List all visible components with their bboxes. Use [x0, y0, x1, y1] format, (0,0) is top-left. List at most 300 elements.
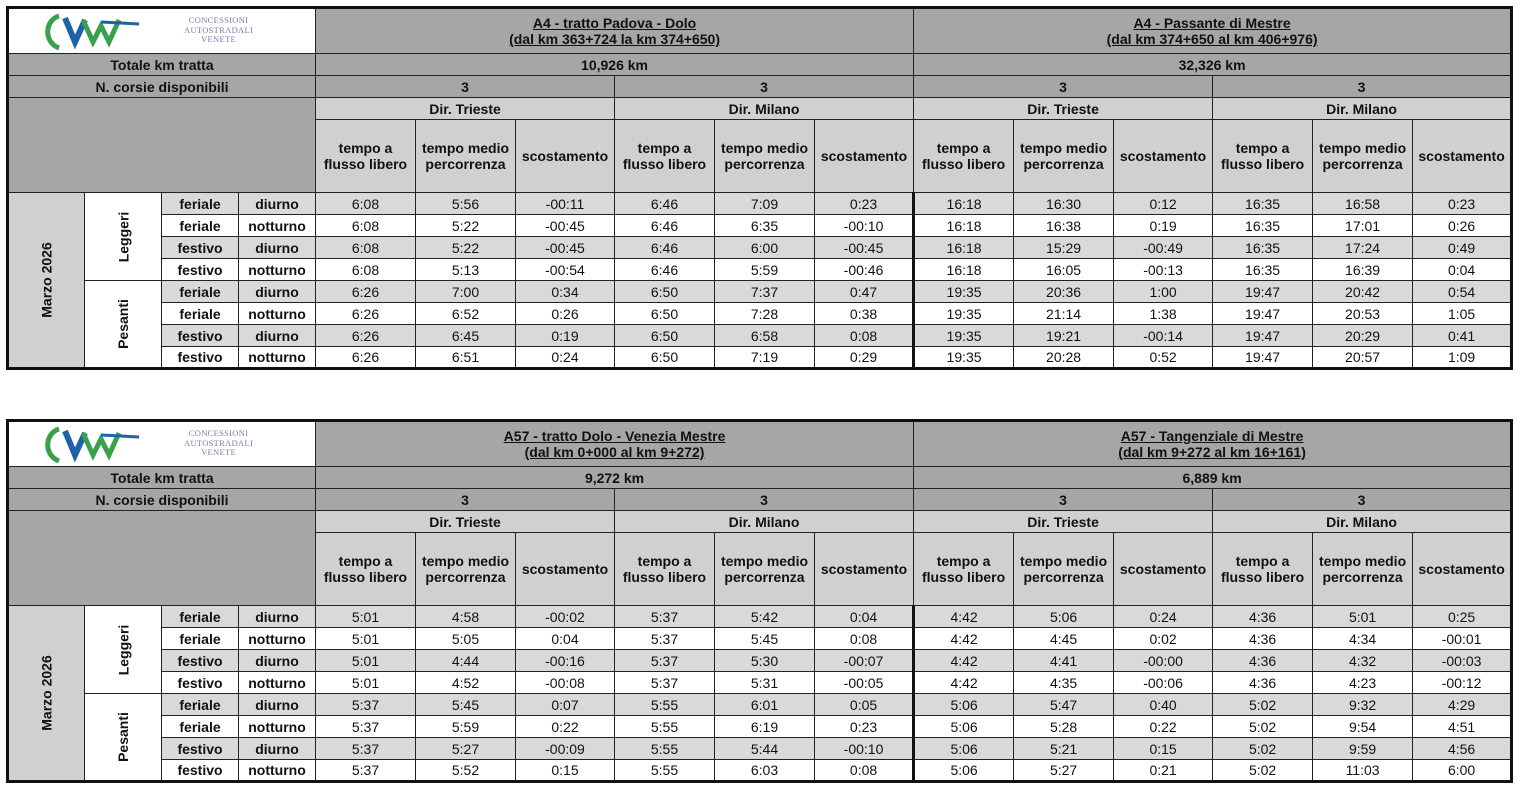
table-row — [8, 281, 1512, 303]
cell-average-time: 11:03 — [1313, 760, 1413, 782]
cell-free-flow-time: 6:50 — [615, 281, 715, 303]
cell-free-flow-time: 5:02 — [1213, 738, 1313, 760]
time-band: notturno — [239, 259, 316, 281]
cell-deviation: -00:13 — [1114, 259, 1213, 281]
cell-deviation: 0:52 — [1114, 347, 1213, 369]
cell-free-flow-time: 4:36 — [1213, 650, 1313, 672]
table-row — [8, 259, 1512, 281]
time-band: diurno — [239, 281, 316, 303]
cell-deviation: -00:03 — [1413, 650, 1512, 672]
cell-free-flow-time: 6:08 — [316, 237, 416, 259]
cell-deviation: 0:07 — [516, 694, 615, 716]
day-type: feriale — [162, 215, 239, 237]
cell-deviation: 0:24 — [516, 347, 615, 369]
col-header-line: tempo medio — [1319, 140, 1407, 156]
cell-deviation: 1:38 — [1114, 303, 1213, 325]
col-header-free-flow — [316, 533, 416, 606]
col-header-free-flow — [1213, 120, 1313, 193]
col-header-average-time — [1313, 120, 1413, 193]
col-header-line: tempo medio — [1319, 553, 1407, 569]
day-type: festivo — [162, 738, 239, 760]
cell-free-flow-time: 6:50 — [615, 325, 715, 347]
cell-free-flow-time: 5:01 — [316, 650, 416, 672]
cell-free-flow-time: 16:18 — [914, 193, 1014, 215]
day-type: festivo — [162, 237, 239, 259]
cell-free-flow-time: 4:42 — [914, 606, 1014, 628]
cell-free-flow-time: 16:18 — [914, 215, 1014, 237]
cell-average-time: 5:21 — [1014, 738, 1114, 760]
cell-average-time: 5:27 — [416, 738, 516, 760]
lanes-value: 3 — [914, 76, 1213, 98]
cell-free-flow-time: 19:35 — [914, 347, 1014, 369]
cell-free-flow-time: 6:26 — [316, 347, 416, 369]
cell-free-flow-time: 5:06 — [914, 694, 1014, 716]
day-type: feriale — [162, 281, 239, 303]
cell-free-flow-time: 5:02 — [1213, 716, 1313, 738]
col-header-deviation: scostamento — [1114, 533, 1213, 606]
section-title — [914, 421, 1512, 467]
cell-deviation: 0:49 — [1413, 237, 1512, 259]
direction-label: Dir. Trieste — [316, 511, 615, 533]
cell-free-flow-time: 5:55 — [615, 716, 715, 738]
col-header-line: percorrenza — [1023, 569, 1104, 585]
cell-free-flow-time: 4:42 — [914, 650, 1014, 672]
cell-average-time: 5:45 — [715, 628, 815, 650]
col-header-deviation: scostamento — [815, 120, 914, 193]
col-header-line: tempo medio — [421, 140, 510, 156]
cell-free-flow-time: 16:35 — [1213, 215, 1313, 237]
period-label — [8, 606, 85, 782]
col-header-line: percorrenza — [1322, 569, 1403, 585]
direction-label: Dir. Trieste — [914, 511, 1213, 533]
cell-average-time: 19:21 — [1014, 325, 1114, 347]
time-band: diurno — [239, 325, 316, 347]
cell-average-time: 6:01 — [715, 694, 815, 716]
lanes-label: N. corsie disponibili — [8, 76, 316, 98]
lanes-value: 3 — [1213, 76, 1512, 98]
cell-deviation: -00:16 — [516, 650, 615, 672]
col-header-line: tempo medio — [720, 553, 809, 569]
col-header-average-time — [1313, 533, 1413, 606]
cell-deviation: 0:08 — [815, 325, 914, 347]
cell-deviation: -00:12 — [1413, 672, 1512, 694]
col-header-line: flusso libero — [921, 156, 1006, 172]
cell-free-flow-time: 6:08 — [316, 259, 416, 281]
cell-average-time: 6:58 — [715, 325, 815, 347]
col-header-average-time — [416, 533, 516, 606]
cell-free-flow-time: 16:35 — [1213, 259, 1313, 281]
cell-free-flow-time: 6:08 — [316, 193, 416, 215]
cell-average-time: 4:32 — [1313, 650, 1413, 672]
col-header-free-flow — [914, 120, 1014, 193]
day-type: feriale — [162, 716, 239, 738]
cell-deviation: -00:54 — [516, 259, 615, 281]
section-title-line2: (dal km 374+650 al km 406+976) — [1106, 31, 1318, 47]
col-header-line: tempo a — [936, 140, 991, 156]
section-title-line1: A4 - Passante di Mestre — [1133, 15, 1291, 31]
cell-average-time: 6:51 — [416, 347, 516, 369]
cell-free-flow-time: 19:35 — [914, 281, 1014, 303]
total-km-value: 32,326 km — [914, 54, 1512, 76]
time-band: notturno — [239, 303, 316, 325]
cell-deviation: 4:56 — [1413, 738, 1512, 760]
cell-average-time: 15:29 — [1014, 237, 1114, 259]
day-type: festivo — [162, 325, 239, 347]
cell-free-flow-time: 5:37 — [615, 628, 715, 650]
col-header-average-time — [416, 120, 516, 193]
cell-deviation: -00:10 — [815, 738, 914, 760]
cell-free-flow-time: 16:18 — [914, 259, 1014, 281]
time-band: diurno — [239, 193, 316, 215]
cell-free-flow-time: 6:46 — [615, 237, 715, 259]
total-km-value: 10,926 km — [316, 54, 914, 76]
table-row — [8, 237, 1512, 259]
period-text: Marzo 2026 — [38, 655, 55, 731]
cell-deviation: 4:51 — [1413, 716, 1512, 738]
cell-deviation: -00:14 — [1114, 325, 1213, 347]
col-header-line: tempo medio — [1020, 140, 1108, 156]
time-band: notturno — [239, 215, 316, 237]
table-row — [8, 650, 1512, 672]
col-header-line: tempo a — [1235, 140, 1290, 156]
cell-free-flow-time: 5:01 — [316, 672, 416, 694]
time-band: diurno — [239, 738, 316, 760]
col-header-free-flow — [1213, 533, 1313, 606]
cell-average-time: 4:35 — [1014, 672, 1114, 694]
cell-average-time: 4:23 — [1313, 672, 1413, 694]
cell-free-flow-time: 6:46 — [615, 259, 715, 281]
table-row — [8, 760, 1512, 782]
day-type: festivo — [162, 347, 239, 369]
cell-average-time: 5:59 — [715, 259, 815, 281]
cell-free-flow-time: 5:01 — [316, 628, 416, 650]
vehicle-type-heavy — [85, 281, 162, 369]
time-band: notturno — [239, 672, 316, 694]
lanes-value: 3 — [316, 489, 615, 511]
cell-free-flow-time: 5:37 — [615, 650, 715, 672]
col-header-line: tempo medio — [1020, 553, 1108, 569]
cell-free-flow-time: 4:36 — [1213, 606, 1313, 628]
cell-deviation: 0:23 — [1413, 193, 1512, 215]
cell-free-flow-time: 4:36 — [1213, 672, 1313, 694]
cell-free-flow-time: 4:42 — [914, 628, 1014, 650]
lanes-value: 3 — [316, 76, 615, 98]
total-km-value: 6,889 km — [914, 467, 1512, 489]
cell-deviation: -00:02 — [516, 606, 615, 628]
cell-deviation: 0:24 — [1114, 606, 1213, 628]
col-header-average-time — [1014, 533, 1114, 606]
cell-free-flow-time: 5:37 — [316, 694, 416, 716]
col-header-deviation: scostamento — [1114, 120, 1213, 193]
header-blank — [8, 98, 316, 193]
cell-deviation: 0:34 — [516, 281, 615, 303]
cell-deviation: 6:00 — [1413, 760, 1512, 782]
col-header-line: percorrenza — [425, 569, 506, 585]
cell-free-flow-time: 5:37 — [615, 672, 715, 694]
col-header-deviation: scostamento — [516, 533, 615, 606]
cell-free-flow-time: 19:35 — [914, 303, 1014, 325]
cell-deviation: 0:22 — [516, 716, 615, 738]
col-header-free-flow — [316, 120, 416, 193]
cell-average-time: 20:57 — [1313, 347, 1413, 369]
cell-free-flow-time: 16:18 — [914, 237, 1014, 259]
cell-free-flow-time: 5:55 — [615, 760, 715, 782]
cell-deviation: 1:05 — [1413, 303, 1512, 325]
cell-free-flow-time: 6:08 — [316, 215, 416, 237]
lanes-value: 3 — [615, 489, 914, 511]
cell-average-time: 5:47 — [1014, 694, 1114, 716]
cell-deviation: 0:23 — [815, 193, 914, 215]
cell-free-flow-time: 4:42 — [914, 672, 1014, 694]
col-header-line: tempo a — [338, 140, 393, 156]
cell-deviation: 0:12 — [1114, 193, 1213, 215]
day-type: festivo — [162, 259, 239, 281]
cell-average-time: 5:13 — [416, 259, 516, 281]
cav-logo — [39, 425, 289, 465]
col-header-free-flow — [914, 533, 1014, 606]
table-row — [8, 303, 1512, 325]
cell-deviation: 0:04 — [815, 606, 914, 628]
col-header-average-time — [715, 533, 815, 606]
period-label — [8, 193, 85, 369]
cell-deviation: 0:15 — [1114, 738, 1213, 760]
col-header-line: tempo a — [338, 553, 393, 569]
cell-average-time: 20:29 — [1313, 325, 1413, 347]
time-band: notturno — [239, 716, 316, 738]
cell-average-time: 16:05 — [1014, 259, 1114, 281]
table-row — [8, 738, 1512, 760]
direction-label: Dir. Milano — [615, 511, 914, 533]
cell-free-flow-time: 5:37 — [316, 760, 416, 782]
cell-average-time: 4:52 — [416, 672, 516, 694]
logo-cell — [8, 421, 316, 467]
cell-average-time: 7:37 — [715, 281, 815, 303]
time-band: diurno — [239, 606, 316, 628]
col-header-line: flusso libero — [1220, 569, 1305, 585]
cell-deviation: -00:00 — [1114, 650, 1213, 672]
col-header-free-flow — [615, 120, 715, 193]
cell-average-time: 20:42 — [1313, 281, 1413, 303]
cell-deviation: -00:01 — [1413, 628, 1512, 650]
table-row — [8, 606, 1512, 628]
cell-deviation: 0:25 — [1413, 606, 1512, 628]
logo-mark-icon — [39, 12, 179, 52]
cell-deviation: -00:49 — [1114, 237, 1213, 259]
cell-deviation: -00:45 — [516, 215, 615, 237]
cell-free-flow-time: 5:37 — [316, 738, 416, 760]
col-header-line: flusso libero — [921, 569, 1006, 585]
total-km-label: Totale km tratta — [8, 54, 316, 76]
table-row — [8, 215, 1512, 237]
cell-average-time: 6:35 — [715, 215, 815, 237]
cell-average-time: 20:36 — [1014, 281, 1114, 303]
table-row — [8, 716, 1512, 738]
cell-average-time: 4:41 — [1014, 650, 1114, 672]
direction-label: Dir. Milano — [1213, 511, 1512, 533]
cell-deviation: -00:45 — [516, 237, 615, 259]
cell-free-flow-time: 5:02 — [1213, 694, 1313, 716]
cell-free-flow-time: 19:35 — [914, 325, 1014, 347]
cell-free-flow-time: 5:02 — [1213, 760, 1313, 782]
cell-average-time: 5:45 — [416, 694, 516, 716]
day-type: festivo — [162, 650, 239, 672]
cell-deviation: 1:09 — [1413, 347, 1512, 369]
col-header-deviation: scostamento — [1413, 533, 1512, 606]
cell-free-flow-time: 5:55 — [615, 738, 715, 760]
col-header-line: tempo a — [637, 553, 692, 569]
cell-deviation: -00:46 — [815, 259, 914, 281]
cell-deviation: -00:05 — [815, 672, 914, 694]
col-header-line: flusso libero — [622, 569, 707, 585]
col-header-line: flusso libero — [323, 156, 408, 172]
cell-average-time: 5:01 — [1313, 606, 1413, 628]
cell-average-time: 20:53 — [1313, 303, 1413, 325]
cell-deviation: 0:02 — [1114, 628, 1213, 650]
cell-deviation: 0:04 — [516, 628, 615, 650]
col-header-line: percorrenza — [1322, 156, 1403, 172]
col-header-line: flusso libero — [1220, 156, 1305, 172]
vehicle-type-light — [85, 193, 162, 281]
vehicle-type-heavy — [85, 694, 162, 782]
section-title — [316, 421, 914, 467]
cell-average-time: 6:19 — [715, 716, 815, 738]
col-header-line: percorrenza — [425, 156, 506, 172]
cell-average-time: 7:00 — [416, 281, 516, 303]
cell-average-time: 21:14 — [1014, 303, 1114, 325]
cell-free-flow-time: 6:50 — [615, 303, 715, 325]
table-row — [8, 672, 1512, 694]
col-header-line: flusso libero — [323, 569, 408, 585]
day-type: feriale — [162, 303, 239, 325]
cell-average-time: 7:19 — [715, 347, 815, 369]
table-row — [8, 325, 1512, 347]
cell-deviation: 1:00 — [1114, 281, 1213, 303]
logo-cell — [8, 8, 316, 54]
cell-average-time: 6:00 — [715, 237, 815, 259]
cell-average-time: 5:42 — [715, 606, 815, 628]
cell-average-time: 17:24 — [1313, 237, 1413, 259]
col-header-line: tempo medio — [720, 140, 809, 156]
cell-free-flow-time: 6:50 — [615, 347, 715, 369]
section-title-line1: A57 - tratto Dolo - Venezia Mestre — [503, 428, 726, 444]
cell-average-time: 9:59 — [1313, 738, 1413, 760]
cell-average-time: 4:44 — [416, 650, 516, 672]
cell-free-flow-time: 6:26 — [316, 281, 416, 303]
cell-average-time: 17:01 — [1313, 215, 1413, 237]
day-type: feriale — [162, 606, 239, 628]
table-row — [8, 347, 1512, 369]
col-header-free-flow — [615, 533, 715, 606]
day-type: feriale — [162, 193, 239, 215]
time-band: notturno — [239, 628, 316, 650]
cell-deviation: 0:47 — [815, 281, 914, 303]
travel-time-grid — [6, 6, 1513, 370]
col-header-average-time — [715, 120, 815, 193]
col-header-line: tempo medio — [421, 553, 510, 569]
cell-average-time: 7:28 — [715, 303, 815, 325]
cell-deviation: 0:41 — [1413, 325, 1512, 347]
cell-free-flow-time: 5:37 — [316, 716, 416, 738]
cell-deviation: 0:05 — [815, 694, 914, 716]
time-band: notturno — [239, 760, 316, 782]
section-title-line2: (dal km 0+000 al km 9+272) — [524, 444, 705, 460]
direction-label: Dir. Trieste — [914, 98, 1213, 120]
cell-average-time: 5:44 — [715, 738, 815, 760]
vehicle-type-light — [85, 606, 162, 694]
cell-average-time: 9:54 — [1313, 716, 1413, 738]
cell-deviation: 0:21 — [1114, 760, 1213, 782]
cell-deviation: 0:26 — [516, 303, 615, 325]
logo-wordmark: CONCESSIONI AUTOSTRADALI VENETE — [184, 15, 254, 44]
col-header-line: tempo a — [936, 553, 991, 569]
total-km-label: Totale km tratta — [8, 467, 316, 489]
cell-average-time: 16:58 — [1313, 193, 1413, 215]
cell-free-flow-time: 5:37 — [615, 606, 715, 628]
cell-free-flow-time: 6:26 — [316, 325, 416, 347]
cell-deviation: 0:04 — [1413, 259, 1512, 281]
travel-time-grid — [6, 419, 1513, 783]
cell-free-flow-time: 6:26 — [316, 303, 416, 325]
cell-average-time: 5:27 — [1014, 760, 1114, 782]
cell-average-time: 4:45 — [1014, 628, 1114, 650]
cell-deviation: 0:08 — [815, 628, 914, 650]
col-header-line: percorrenza — [724, 156, 805, 172]
cell-deviation: 0:22 — [1114, 716, 1213, 738]
cell-average-time: 5:28 — [1014, 716, 1114, 738]
section-title-line1: A4 - tratto Padova - Dolo — [532, 15, 697, 31]
cell-deviation: 0:19 — [516, 325, 615, 347]
vehicle-type-text: Leggeri — [114, 211, 131, 262]
cell-average-time: 6:03 — [715, 760, 815, 782]
cell-average-time: 5:59 — [416, 716, 516, 738]
day-type: festivo — [162, 672, 239, 694]
cell-deviation: -00:09 — [516, 738, 615, 760]
day-type: festivo — [162, 760, 239, 782]
cell-deviation: 0:19 — [1114, 215, 1213, 237]
cell-free-flow-time: 5:06 — [914, 760, 1014, 782]
col-header-line: tempo a — [1235, 553, 1290, 569]
cell-deviation: 0:29 — [815, 347, 914, 369]
cell-average-time: 16:39 — [1313, 259, 1413, 281]
direction-label: Dir. Trieste — [316, 98, 615, 120]
col-header-deviation: scostamento — [1413, 120, 1512, 193]
section-title-line1: A57 - Tangenziale di Mestre — [1120, 428, 1304, 444]
cell-average-time: 20:28 — [1014, 347, 1114, 369]
vehicle-type-text: Pesanti — [115, 712, 131, 762]
cell-average-time: 7:09 — [715, 193, 815, 215]
cell-free-flow-time: 5:55 — [615, 694, 715, 716]
cell-free-flow-time: 4:36 — [1213, 628, 1313, 650]
table-row — [8, 628, 1512, 650]
logo-mark-icon — [39, 425, 179, 465]
cell-free-flow-time: 5:06 — [914, 738, 1014, 760]
cell-average-time: 5:52 — [416, 760, 516, 782]
cell-average-time: 4:58 — [416, 606, 516, 628]
section-title — [914, 8, 1512, 54]
lanes-value: 3 — [914, 489, 1213, 511]
cell-free-flow-time: 19:47 — [1213, 347, 1313, 369]
cell-free-flow-time: 6:46 — [615, 193, 715, 215]
section-title-line2: (dal km 9+272 al km 16+161) — [1118, 444, 1306, 460]
cell-deviation: 0:26 — [1413, 215, 1512, 237]
cell-average-time: 5:56 — [416, 193, 516, 215]
col-header-deviation: scostamento — [516, 120, 615, 193]
direction-label: Dir. Milano — [1213, 98, 1512, 120]
cell-average-time: 5:22 — [416, 237, 516, 259]
header-blank — [8, 511, 316, 606]
time-band: diurno — [239, 694, 316, 716]
day-type: feriale — [162, 694, 239, 716]
